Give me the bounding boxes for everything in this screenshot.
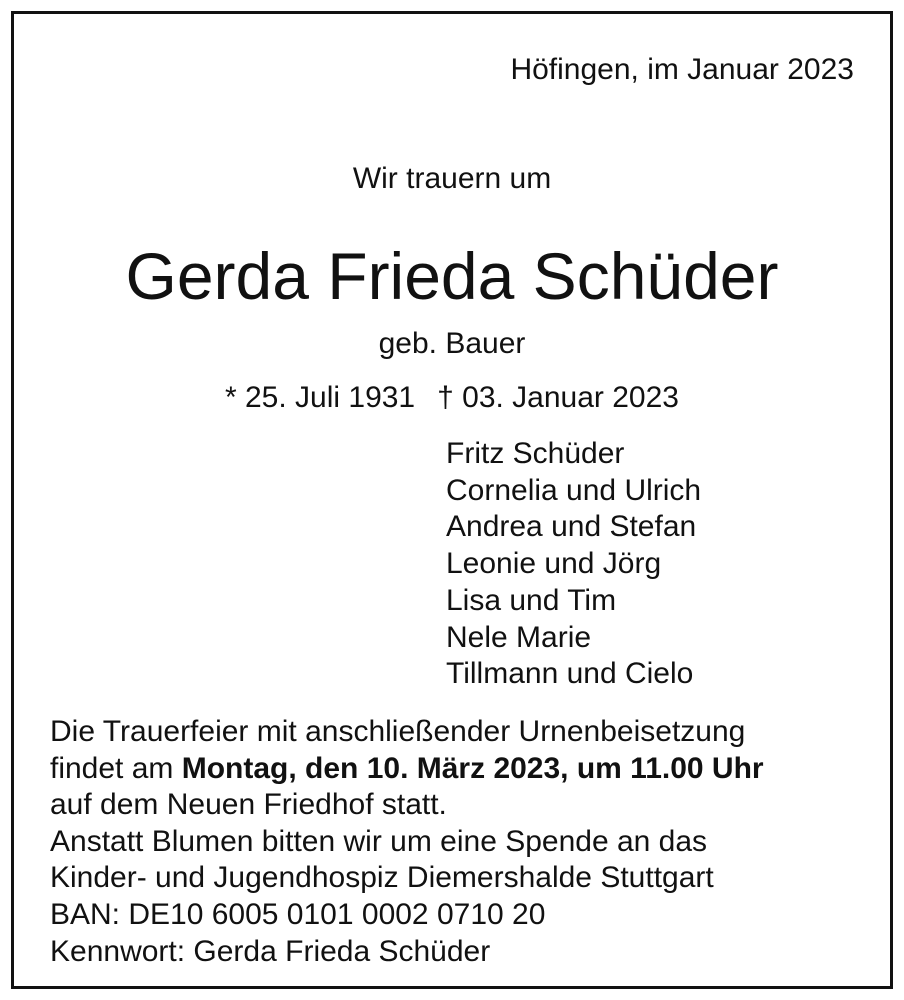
notice-line-iban: BAN: DE10 6005 0101 0002 0710 20: [50, 897, 546, 931]
mourners-list: [446, 436, 701, 693]
notice-line-date: [50, 751, 870, 788]
maiden-name: geb. Bauer: [378, 327, 526, 360]
mourner-item: Fritz Schüder: [446, 437, 625, 470]
funeral-notice: [50, 714, 870, 970]
mourner-item: Nele Marie: [446, 620, 592, 654]
notice-date-prefix: findet am: [50, 751, 182, 785]
intro-text: Wir trauern um: [352, 162, 552, 195]
notice-line-reference: Kennwort: Gerda Frieda Schüder: [50, 934, 491, 968]
birth-date: * 25. Juli 1931: [224, 381, 416, 414]
obituary-frame: [11, 11, 893, 989]
notice-line-hospice: Kinder- und Jugendhospiz Diemershalde Stuttgart: [50, 861, 714, 895]
life-dates: [14, 378, 890, 418]
place-date: Höfingen, im Januar 2023: [510, 53, 854, 86]
notice-line-location: auf dem Neuen Friedhof statt.: [50, 788, 447, 822]
death-date: † 03. Januar 2023: [437, 381, 679, 414]
deceased-name: Gerda Frieda Schüder: [125, 239, 779, 313]
mourner-item: Andrea und Stefan: [446, 510, 697, 544]
mourner-item: Tillmann und Cielo: [446, 657, 694, 691]
mourner-item: Leonie und Jörg: [446, 547, 662, 581]
notice-line-donation: Anstatt Blumen bitten wir um eine Spende an das: [50, 824, 708, 858]
ceremony-datetime: Montag, den 10. März 2023, um 11.00 Uhr: [181, 751, 764, 785]
mourner-item: Cornelia und Ulrich: [446, 473, 702, 507]
mourner-item: Lisa und Tim: [446, 583, 617, 617]
notice-line-ceremony: Die Trauerfeier mit anschließender Urnenbeisetzung: [50, 715, 746, 748]
